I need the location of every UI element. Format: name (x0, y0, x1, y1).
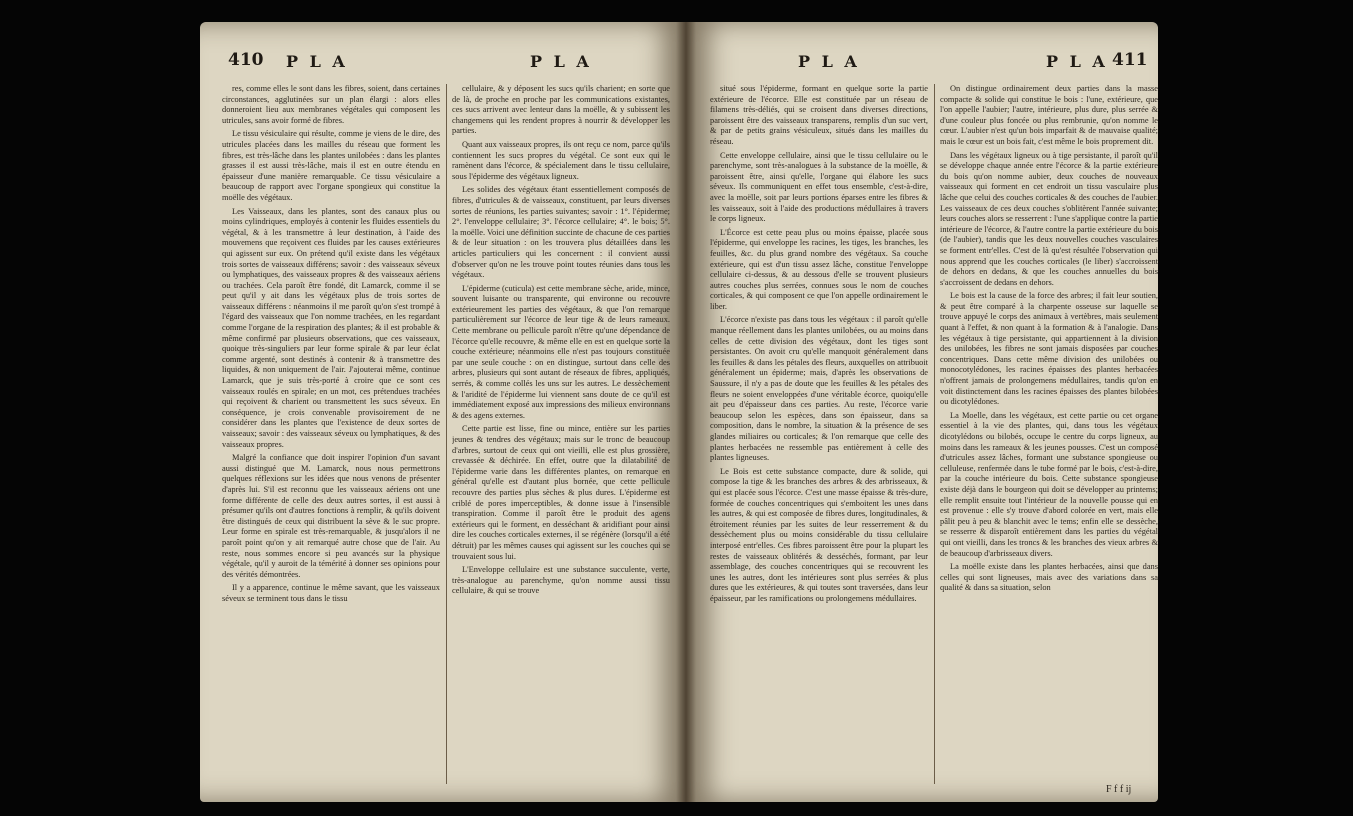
paragraph: res, comme elles le sont dans les fibres, soient, dans certaines circonstances, agglutinées sur un plan élargi : alors elles donneroient lieu aux membranes végétales qui composent les utricules, sans avoir formé de fibres. (222, 84, 440, 125)
paragraph: Les Vaisseaux, dans les plantes, sont des canaux plus ou moins cylindriques, employés à contenir les fluides essentiels du végétal, & à les transmettre à leur destination, à l'aide des mouvemens que reçoivent ces fluides par les causes extérieures qui agissent sur eux. On prétend qu'il existe dans les végétaux trois sortes de vaisseaux différens; savoir : des vaisseaux séveux ou lymphatiques, des vaisseaux propres & des vaisseaux aériens ou trachées. Cela paroît être fondé, dit Lamarck, comme il se peut qu'il y ait dans les végétaux plus de trois sortes de vaisseaux différens : néanmoins il me paroît qu'on s'est trompé à l'égard des vaisseaux que l'on nomme trachées, en les regardant comme l'organe de la respiration des plantes; & il est probable & même confirmé par plusieurs observations, que ces vaisseaux, quoique très-singuliers par leur forme spirale & par leur éclat comme argenté, sont destinés à contenir & à transmettre des liquides, & non uniquement de l'air. J'ajouterai même, continue Lamarck, que je suis très-porté à croire que ce sont ces vaisseaux roulés en spirale; en un mot, ces prétendues trachées qui reçoivent & charient ou transmettent les sucs séveux. En conséquence, je crois convenable provisoirement de ne considérer dans les plantes que l'existence de deux sortes de vaisseaux; savoir : des vaisseaux séveux ou lymphatiques, & des vaisseaux propres. (222, 206, 440, 449)
right-page-column-1 (710, 84, 928, 800)
column-rule (934, 84, 935, 784)
paragraph: Il y a apparence, continue le même savant, que les vaisseaux séveux se terminent tous dans le tissu (222, 583, 440, 603)
paragraph: Le Bois est cette substance compacte, dure & solide, qui compose la tige & les branches des arbres & des arbrisseaux, & qui est placée sous l'écorce. C'est une masse épaisse & très-dure, formée de couches concentriques qui s'emboitent les unes dans les autres, & qui est composée de fibres dures, longitudinales, & étroitement réunies par les suites de leur resserrement & du dessèchement plus ou moins considérable du tissu cellulaire interposé entr'elles. Ces fibres paroissent être pour la plupart les restes de vaisseaux oblitérés & desséchés, formant, par leur assemblage, des couches concentriques qui se recouvrent les unes les autres, dont les intérieures sont plus serrées & plus dures que les extérieures, & qui toutes sont traversées, dans leur épaisseur, par les ramifications ou prolongemens médullaires. (710, 466, 928, 603)
running-head-right-2: P L A (1046, 52, 1108, 71)
left-page-column-2 (452, 84, 670, 800)
signature-mark: F f f ij (1106, 784, 1132, 795)
paragraph: Le tissu vésiculaire qui résulte, comme je viens de le dire, des utricules placées dans les mailles du réseau que forment les fibres, est très-lâche dans les plantes unilobées : dans les plantes grasses il est aussi très-lâche, mais il est en outre étendu en épaisseur d'une manière remarquable. Ce tissu vésiculaire a beaucoup de rapport avec l'organe spongieux qui constitue la moëlle des végétaux. (222, 129, 440, 202)
paragraph: L'Enveloppe cellulaire est une substance succulente, verte, très-analogue au parenchyme, qu'on nomme aussi tissu cellulaire, & qui se trouve (452, 565, 670, 596)
paragraph: Les solides des végétaux étant essentiellement composés de fibres, d'utricules & de vaisseaux, constituent, par leurs diverses sortes de réunions, les parties suivantes; savoir : 1°. l'épiderme; 2°. l'enveloppe cellulaire; 3°. l'écorce cellulaire; 4°. le bois; 5°. la moëlle. Voici une définition succinte de chacune de ces parties & de leur situation : on les trouvera plus détaillées dans les articles particuliers qui les concernent : il convient aussi d'observer qu'on ne les trouve point toutes réunies dans tous les végétaux. (452, 185, 670, 280)
paragraph: Quant aux vaisseaux propres, ils ont reçu ce nom, parce qu'ils contiennent les sucs propres du végétal. Ce sont eux qui le ramènent dans l'écorce, & spécialement dans le tissu cellulaire, sous l'épiderme des végétaux ligneux. (452, 139, 670, 181)
paragraph: L'Écorce est cette peau plus ou moins épaisse, placée sous l'épiderme, qui enveloppe les racines, les tiges, les branches, les feuilles, &c. du plus grand nombre des végétaux. Sa couche extérieure, qui est d'un tissu assez lâche, constitue l'enveloppe cellulaire ci-dessus, & au dessous d'elle se trouvent plusieurs autres couches plus serrées, connues sous le nom de couches corticales, & qui composent ce que l'on appelle ordinairement le liber. (710, 227, 928, 311)
paragraph: cellulaire, & y déposent les sucs qu'ils charient; en sorte que de là, de proche en proche par les communications existantes, ces sucs arrivent avec lenteur dans la moëlle, & y subissent les changemens qui les rendent propres à nourrir & développer les parties. (452, 84, 670, 136)
page-number-left: 410 (228, 50, 264, 70)
paragraph: Le bois est la cause de la force des arbres; il fait leur soutien, & peut être comparé à la charpente osseuse sur laquelle se trouve appuyé le corps des animaux à vertèbres, mais seulement quant à l'effet, & non quant à la formation & à l'analogie. Dans les végétaux à tige persistante, qui appartiennent à la division des unilobées, les fibres ne sont jamais disposées par couches concentriques. Dans cette même division des unilobées ou monocotylédones, les racines épaisses des plantes herbacées n'offrent jamais de prolongemens médullaires, tandis qu'on en voit distinctement dans les racines épaisses des plantes bilobées ou dicotylédones. (940, 291, 1158, 407)
paragraph: L'épiderme (cuticula) est cette membrane sèche, aride, mince, souvent luisante ou transparente, qui environne ou recouvre extérieurement les parties des végétaux, & que l'on remarque particulièrement sur l'écorce de leur tige & de leurs rameaux. Cette membrane ou pellicule paroît n'être qu'une dépendance de l'écorce qu'elle recouvre, & même elle en est en quelque sorte la couche extérieure; néanmoins elle n'est pas toujours constituée par une seule couche : on en distingue, surtout dans celle des arbres, plusieurs qui sont autant de réseaux de fibres, appliqués, serrés, & comme collés les uns sur les autres. Le dessèchement & l'aridité de l'épiderme lui viennent sans doute de ce qu'il est immédiatement exposé aux impressions des milieux environnans & des agens externes. (452, 283, 670, 420)
running-head-left-2: P L A (530, 52, 592, 71)
right-page-column-2 (940, 84, 1158, 784)
paragraph: L'écorce n'existe pas dans tous les végétaux : il paroît qu'elle manque réellement dans les plantes unilobées, ou au moins dans celles de cette division des végétaux, dont les tiges sont persistantes. On avoit cru qu'elle manquoit généralement dans les feuilles & dans les pétales des fleurs, auxquelles on attribuoit généralement un épiderme; mais, d'après les observations de Saussure, il n'y a pas de doute que les feuilles & les pétales des fleurs ne soient enveloppées d'une véritable écorce, quoiqu'elle ait peu d'épaisseur dans ces parties. Au reste, l'écorce varie beaucoup selon les espèces, dans son épaisseur, dans sa composition, dans le nombre, la situation & la présence de ses glandes miliaires ou corticales; & l'on remarque que celle des plantes herbacées ne ressemble pas entièrement à celle des plantes ligneuses. (710, 315, 928, 463)
running-head-left-1: P L A (286, 52, 348, 71)
paragraph: On distingue ordinairement deux parties dans la masse compacte & solide qui constitue le bois : l'une, extérieure, que l'on appelle l'aubier; l'autre, intérieure, plus dure, plus serrée & d'une couleur plus foncée ou plus rembrunie, qu'on nomme le cœur. L'aubier n'est qu'un bois imparfait & de mauvaise qualité; mais le cœur est un bois fait, c'est même le bois proprement dit. (940, 84, 1158, 146)
left-page-column-1 (222, 84, 440, 800)
paragraph: Dans les végétaux ligneux ou à tige persistante, il paroît qu'il se développe chaque année entre l'écorce & la partie extérieure du bois qu'on nomme aubier, deux couches de nouveaux vaisseaux qui forment en cet endroit un tissu vasculaire plus lâche que celui des couches corticales & des couches de l'aubier. Les vaisseaux de ces deux couches s'oblitèrent l'année suivante; leurs couches alors se resserrent : l'une s'applique contre la partie intérieure de l'écorce, & l'autre contre la partie extérieure du bois (de l'aubier), tandis que les deux nouvelles couches vasculaires se forment entr'elles. C'est de là qu'est résultée l'observation qui nous apprend que les couches corticales (le liber) s'accroissent de dehors en dedans, & que les couches annuelles du bois s'accroissent de dedans en dehors. (940, 150, 1158, 287)
running-head-right-1: P L A (798, 52, 860, 71)
column-rule (446, 84, 447, 784)
paragraph: Cette partie est lisse, fine ou mince, entière sur les parties jeunes & tendres des végétaux; mais sur le tronc de beaucoup d'arbres, surtout de ceux qui ont vieilli, elle est plus grossière, crevassée & déchirée. En effet, outre que la dilatabilité de l'épiderme varie dans les différentes plantes, on remarque en général qu'elle est d'autant plus bornée, que cette pellicule recouvre des parties plus sèches & plus dures. L'épiderme est criblé de pores imperceptibles, & donne issue à l'insensible transpiration. Comme il paroît être le produit des agens extérieurs qui le forment, en desséchant & aridifiant pour ainsi dire les couches corticales externes, il se régénère (lorsqu'il a été détruit) par les mêmes causes qui agissent sur les couches qui se trouvaient sous lui. (452, 424, 670, 561)
paragraph: Malgré la confiance que doit inspirer l'opinion d'un savant aussi distingué que M. Lamarck, nous nous permettrons quelques réflexions sur les idées que nous venons de présenter d'après lui. S'il est reconnu que les vaisseaux aériens ont une forme différente de celle des deux autres sortes, il est aussi à présumer qu'ils ont d'autres fonctions à remplir, & qu'ils doivent être distingués de ceux qui distribuent la sève & le suc propre. Leur forme en spirale est très-remarquable, & jusqu'alors il ne paroît point qu'on y ait remarqué autre chose que de l'air. Au reste, nous sommes encore si peu avancés sur la physique végétale, qu'il y auroit de la témérité à donner ses opinions pour des vérités démontrées. (222, 453, 440, 579)
right-page (686, 22, 1158, 802)
left-page (200, 22, 686, 802)
book-gutter (676, 22, 696, 802)
paragraph: La moëlle existe dans les plantes herbacées, ainsi que dans celles qui sont ligneuses, mais avec des variations dans sa qualité & dans sa situation, selon (940, 562, 1158, 593)
page-number-right: 411 (1112, 50, 1148, 70)
paragraph: Cette enveloppe cellulaire, ainsi que le tissu cellulaire ou le parenchyme, sont très-analogues à la substance de la moëlle, & paroissent être, ainsi qu'elle, l'organe qui élabore les sucs séveux. Ils communiquent en effet tous ensemble, c'est-à-dire, avec la moëlle, soit par leurs portions éparses entre les fibres & les vaisseaux, soit à l'aide des productions médullaires à travers le corps ligneux. (710, 150, 928, 224)
paragraph: situé sous l'épiderme, formant en quelque sorte la partie extérieure de l'écorce. Elle est constituée par un réseau de filamens très-déliés, qui se croisent dans diverses directions, paroissent être des vaisseaux transparens, remplis d'un suc vert, & par de petits grains vésiculeux, situés dans les mailles du réseau. (710, 84, 928, 146)
paragraph: La Moelle, dans les végétaux, est cette partie ou cet organe essentiel à la vie des plantes, qui, dans tous les végétaux dicotylédons ou bilobés, occupe le centre du corps ligneux, au moins dans les rameaux & les jeunes pousses. C'est un composé d'utricules assez lâches, formant une substance spongieuse ou celluleuse, renfermée dans le tube formé par le bois, c'est-à-dire, par la couche intérieure du bois. Cette substance spongieuse existe déjà dans le bourgeon qui doit se développer au printems; elle remplit ensuite tout l'intérieur de la nouvelle pousse qui en est provenue : elle s'y trouve d'abord colorée en vert, mais elle pâlit peu à peu & blanchit avec le tems; enfin elle se dessèche, se resserre & disparoît entièrement dans les parties du végétal qui ont vieilli, dans les troncs & les branches des vieux arbres & de beaucoup d'arbrisseaux divers. (940, 410, 1158, 558)
